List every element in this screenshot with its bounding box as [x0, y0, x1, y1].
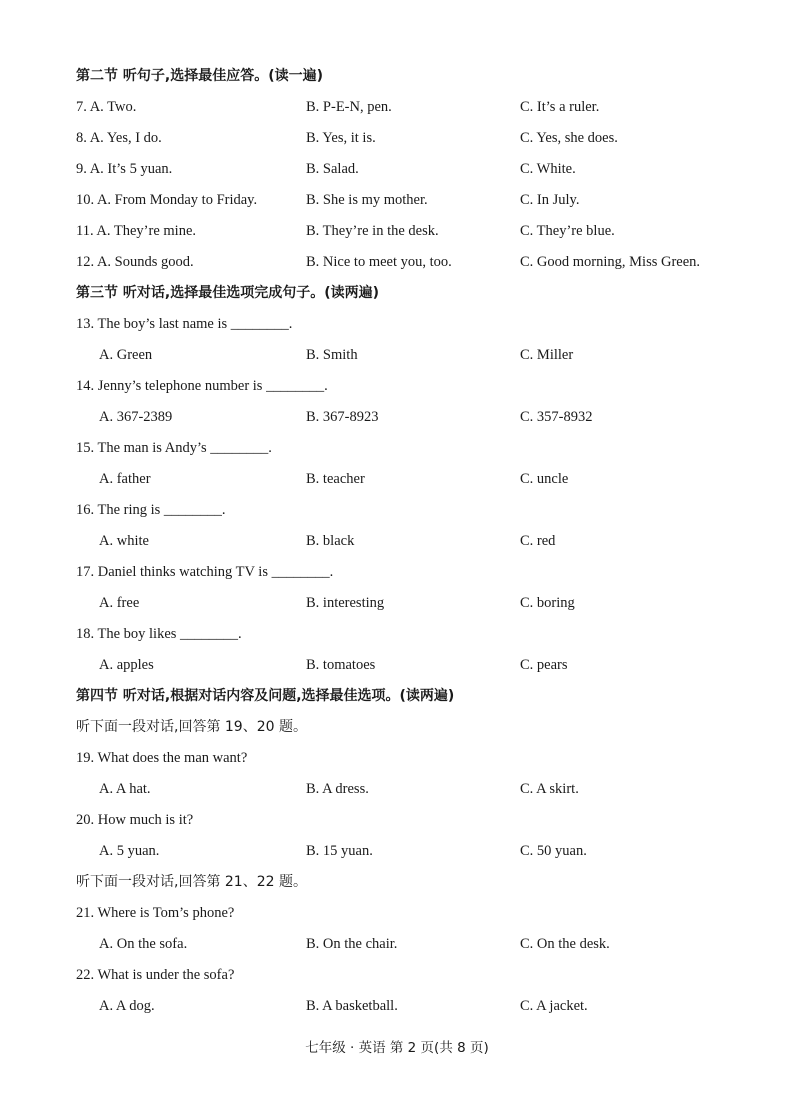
option-b: B. tomatoes	[306, 657, 376, 673]
question-22-options	[0, 991, 794, 1022]
option-c: C. White.	[520, 161, 576, 177]
option-b: B. black	[306, 533, 355, 549]
option-a: A. free	[99, 595, 140, 611]
option-b: B. A basketball.	[306, 998, 398, 1014]
option-b: B. On the chair.	[306, 936, 398, 952]
section-4-heading: 第四节 听对话,根据对话内容及问题,选择最佳选项。(读两遍)	[76, 688, 455, 704]
question-21-stem: 21. Where is Tom’s phone?	[76, 905, 235, 921]
option-c: C. On the desk.	[520, 936, 610, 952]
option-c: C. 357-8932	[520, 409, 593, 425]
option-b: B. Yes, it is.	[306, 130, 376, 146]
question-15-options	[0, 464, 794, 495]
option-a: 10. A. From Monday to Friday.	[76, 192, 258, 208]
option-a: A. A dog.	[99, 998, 155, 1014]
option-b: B. interesting	[306, 595, 385, 611]
question-8	[0, 123, 794, 154]
question-18-stem: 18. The boy likes ________.	[76, 626, 242, 642]
section-3-heading: 第三节 听对话,选择最佳选项完成句子。(读两遍)	[76, 285, 379, 301]
option-b: B. A dress.	[306, 781, 369, 797]
page-footer: 七年级 · 英语 第 2 页(共 8 页)	[305, 1040, 489, 1056]
option-a: A. father	[99, 471, 151, 487]
option-b: B. Smith	[306, 347, 358, 363]
option-a: A. 5 yuan.	[99, 843, 160, 859]
option-a: 11. A. They’re mine.	[76, 223, 197, 239]
option-a: 12. A. Sounds good.	[76, 254, 194, 270]
section-4-intro-2: 听下面一段对话,回答第 21、22 题。	[76, 874, 307, 890]
section-2-heading: 第二节 听句子,选择最佳应答。(读一遍)	[76, 68, 323, 84]
option-c: C. They’re blue.	[520, 223, 615, 239]
option-a: A. On the sofa.	[99, 936, 188, 952]
option-a: A. 367-2389	[99, 409, 173, 425]
option-a: 8. A. Yes, I do.	[76, 130, 162, 146]
question-10	[0, 185, 794, 216]
question-16-options	[0, 526, 794, 557]
question-7	[0, 92, 794, 123]
question-12	[0, 247, 794, 278]
question-14-stem: 14. Jenny’s telephone number is ________.	[76, 378, 328, 394]
question-15-stem: 15. The man is Andy’s ________.	[76, 440, 272, 456]
option-a: 7. A. Two.	[76, 99, 137, 115]
option-c: C. Yes, she does.	[520, 130, 618, 146]
question-18-options	[0, 650, 794, 681]
question-19-options	[0, 774, 794, 805]
question-20-stem: 20. How much is it?	[76, 812, 194, 828]
option-c: C. boring	[520, 595, 575, 611]
option-b: B. They’re in the desk.	[306, 223, 439, 239]
option-c: C. It’s a ruler.	[520, 99, 600, 115]
option-a: A. A hat.	[99, 781, 151, 797]
question-13-stem: 13. The boy’s last name is ________.	[76, 316, 293, 332]
option-b: B. 367-8923	[306, 409, 379, 425]
option-b: B. Nice to meet you, too.	[306, 254, 452, 270]
option-c: C. A skirt.	[520, 781, 579, 797]
option-b: B. teacher	[306, 471, 365, 487]
question-19-stem: 19. What does the man want?	[76, 750, 248, 766]
option-c: C. uncle	[520, 471, 569, 487]
section-4-intro-1: 听下面一段对话,回答第 19、20 题。	[76, 719, 307, 735]
question-17-options	[0, 588, 794, 619]
question-17-stem: 17. Daniel thinks watching TV is ________.	[76, 564, 334, 580]
option-c: C. Good morning, Miss Green.	[520, 254, 701, 270]
option-c: C. 50 yuan.	[520, 843, 587, 859]
option-c: C. pears	[520, 657, 568, 673]
question-14-options	[0, 402, 794, 433]
option-c: C. Miller	[520, 347, 574, 363]
option-a: A. white	[99, 533, 149, 549]
option-c: C. A jacket.	[520, 998, 588, 1014]
question-16-stem: 16. The ring is ________.	[76, 502, 226, 518]
option-a: A. Green	[99, 347, 153, 363]
question-22-stem: 22. What is under the sofa?	[76, 967, 235, 983]
option-c: C. In July.	[520, 192, 580, 208]
option-b: B. 15 yuan.	[306, 843, 373, 859]
question-20-options	[0, 836, 794, 867]
question-9	[0, 154, 794, 185]
option-c: C. red	[520, 533, 556, 549]
option-b: B. P-E-N, pen.	[306, 99, 392, 115]
option-b: B. She is my mother.	[306, 192, 428, 208]
question-21-options	[0, 929, 794, 960]
option-a: A. apples	[99, 657, 154, 673]
option-b: B. Salad.	[306, 161, 359, 177]
question-11	[0, 216, 794, 247]
option-a: 9. A. It’s 5 yuan.	[76, 161, 173, 177]
question-13-options	[0, 340, 794, 371]
